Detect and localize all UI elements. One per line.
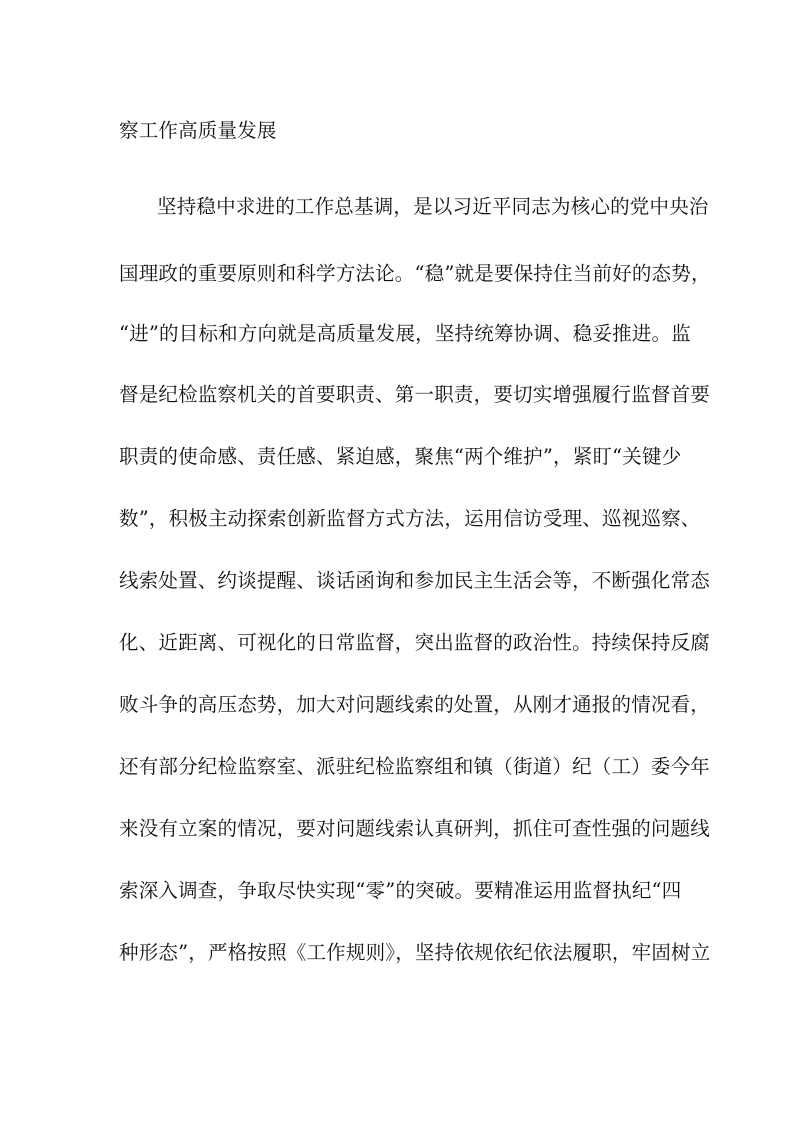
paragraph-line-2: 国理政的重要原则和科学方法论。“稳”就是要保持住当前好的态势，: [119, 262, 711, 285]
paragraph-line-9: 败斗争的高压态势，加大对问题线索的处置，从刚才通报的情况看，: [119, 693, 711, 716]
paragraph-line-5: 职责的使命感、责任感、紧迫感，聚焦“两个维护”，紧盯“关键少: [119, 445, 682, 468]
paragraph-line-4: 督是纪检监察机关的首要职责、第一职责，要切实增强履行监督首要: [119, 383, 711, 406]
paragraph-line-11: 来没有立案的情况，要对问题线索认真研判，抓住可查性强的问题线: [119, 817, 711, 840]
paragraph-line-1: 坚持稳中求进的工作总基调，是以习近平同志为核心的党中央治: [157, 195, 709, 218]
heading-line-continuation: 察工作高质量发展: [119, 119, 277, 142]
paragraph-line-6: 数”，积极主动探索创新监督方式方法，运用信访受理、巡视巡察、: [119, 507, 701, 530]
paragraph-line-8: 化、近距离、可视化的日常监督，突出监督的政治性。持续保持反腐: [119, 631, 711, 654]
paragraph-line-12: 索深入调查，争取尽快实现“零”的突破。要精准运用监督执纪“四: [119, 879, 682, 902]
paragraph-line-13: 种形态”，严格按照《工作规则》，坚持依规依纪依法履职，牢固树立: [119, 941, 711, 964]
paragraph-line-3: “进”的目标和方向就是高质量发展，坚持统筹协调、稳妥推进。监: [119, 322, 691, 345]
paragraph-line-10: 还有部分纪检监察室、派驻纪检监察组和镇（街道）纪（工）委今年: [119, 755, 711, 778]
paragraph-line-7: 线索处置、约谈提醒、谈话函询和参加民主生活会等，不断强化常态: [119, 569, 711, 592]
